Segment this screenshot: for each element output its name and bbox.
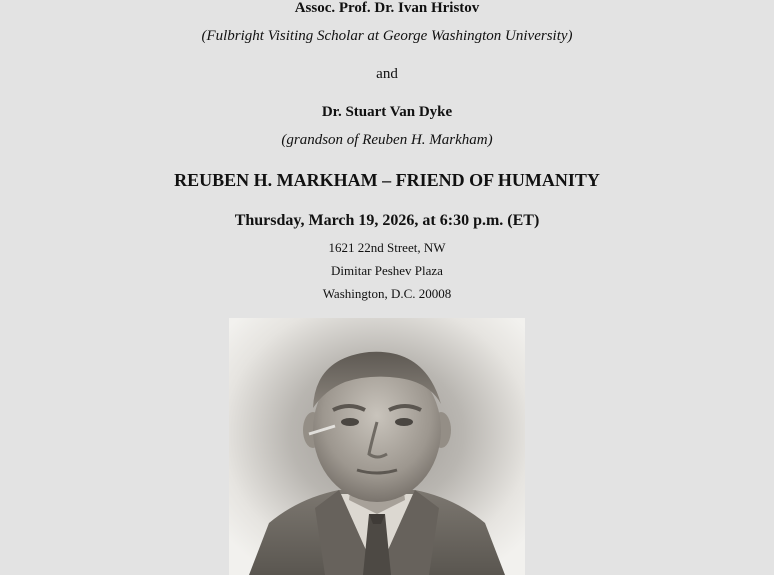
- address-city: Washington, D.C. 20008: [322, 286, 452, 301]
- speaker-1-affiliation: (Fulbright Visiting Scholar at George Washington University): [201, 28, 573, 44]
- speaker-1-name: Assoc. Prof. Dr. Ivan Hristov: [294, 0, 480, 16]
- address-street: 1621 22nd Street, NW: [328, 240, 446, 255]
- speaker-2-name: Dr. Stuart Van Dyke: [321, 104, 453, 120]
- speaker-2-affiliation: (grandson of Reuben H. Markham): [281, 132, 493, 148]
- talk-title: REUBEN H. MARKHAM – FRIEND OF HUMANITY: [174, 170, 600, 190]
- event-datetime: Thursday, March 19, 2026, at 6:30 p.m. (ET): [234, 212, 540, 229]
- portrait-photo: [229, 318, 525, 575]
- address-plaza: Dimitar Peshev Plaza: [331, 263, 443, 278]
- conjunction-text: and: [376, 66, 398, 82]
